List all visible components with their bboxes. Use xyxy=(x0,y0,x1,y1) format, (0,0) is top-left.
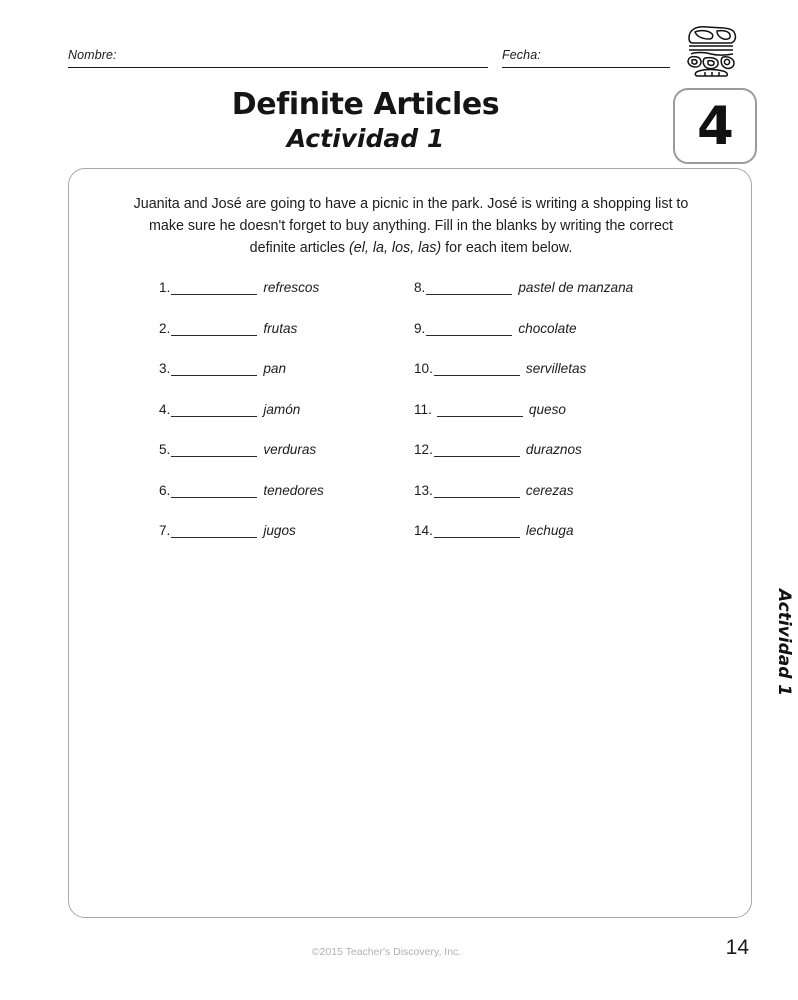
exercise-item xyxy=(414,482,714,523)
item-number: 6. xyxy=(159,482,171,498)
exercise-item xyxy=(414,441,714,482)
answer-blank[interactable] xyxy=(426,320,512,336)
exercise-item xyxy=(414,279,714,320)
item-number: 3. xyxy=(159,361,171,376)
item-number: 2. xyxy=(159,320,171,336)
instructions-part1: Juanita and José are going to have a picnic in the park. José is writing a shopping list to make sure he doesn't forget to buy anything. Fill in the blanks by writing the correct definite articles xyxy=(133,196,689,257)
answer-blank[interactable] xyxy=(171,401,257,417)
exercise-column-right xyxy=(414,279,714,563)
exercise-item xyxy=(159,360,439,401)
nombre-field[interactable] xyxy=(68,43,488,68)
exercise-item xyxy=(414,360,714,401)
copyright-text: ©2015 Teacher's Discovery, Inc. xyxy=(311,946,462,958)
answer-blank[interactable] xyxy=(171,441,257,457)
answer-blank[interactable] xyxy=(434,360,520,376)
answer-blank[interactable] xyxy=(171,320,257,336)
item-word: refrescos xyxy=(263,280,320,295)
exercise-item xyxy=(414,401,714,442)
exercise-item xyxy=(159,522,439,563)
answer-blank[interactable] xyxy=(171,360,257,376)
side-tab-label: Actividad 1 xyxy=(774,589,794,697)
item-number: 14. xyxy=(414,523,433,538)
item-word: tenedores xyxy=(263,482,324,498)
instructions-part2: for each item below. xyxy=(441,240,573,257)
page-subtitle: Actividad 1 xyxy=(286,124,445,153)
item-word: queso xyxy=(528,401,566,417)
item-word: pan xyxy=(263,361,287,376)
answer-blank[interactable] xyxy=(171,522,257,538)
answer-blank[interactable] xyxy=(437,401,523,417)
answer-blank[interactable] xyxy=(171,279,257,295)
item-word: servilletas xyxy=(525,361,587,376)
instructions-text xyxy=(131,193,691,259)
item-number: 1. xyxy=(159,280,171,295)
fecha-label: Fecha: xyxy=(502,48,541,62)
item-word: pastel de manzana xyxy=(518,280,634,295)
exercise-item xyxy=(159,482,439,523)
fecha-field[interactable] xyxy=(502,43,670,68)
exercise-item xyxy=(159,320,439,361)
item-number: 5. xyxy=(159,442,171,457)
answer-blank[interactable] xyxy=(434,482,520,498)
item-word: jamón xyxy=(263,401,301,417)
item-word: jugos xyxy=(263,523,296,538)
content-box xyxy=(68,168,794,918)
exercise-item xyxy=(159,279,439,320)
exercise-item xyxy=(159,441,439,482)
title-block xyxy=(68,88,663,154)
item-number: 10. xyxy=(414,361,433,376)
item-word: chocolate xyxy=(518,320,577,336)
nombre-label: Nombre: xyxy=(68,48,117,62)
side-tab xyxy=(774,589,798,749)
item-word: lechuga xyxy=(525,523,574,538)
mayan-glyph-icon xyxy=(681,24,741,80)
exercise-item xyxy=(159,401,439,442)
answer-blank[interactable] xyxy=(434,441,520,457)
item-number: 11. xyxy=(414,401,432,417)
item-word: duraznos xyxy=(525,442,582,457)
unit-number: 4 xyxy=(697,95,733,157)
unit-number-badge xyxy=(673,88,757,164)
item-number: 12. xyxy=(414,442,433,457)
answer-blank[interactable] xyxy=(434,522,520,538)
item-number: 9. xyxy=(414,320,426,336)
page-title: Definite Articles xyxy=(231,87,500,122)
exercise-item xyxy=(414,522,714,563)
page-number: 14 xyxy=(725,936,749,959)
item-number: 13. xyxy=(414,482,433,498)
exercise-item xyxy=(414,320,714,361)
item-number: 8. xyxy=(414,280,426,295)
answer-blank[interactable] xyxy=(171,482,257,498)
item-word: verduras xyxy=(263,442,317,457)
item-word: cerezas xyxy=(525,482,574,498)
instructions-articles: (el, la, los, las) xyxy=(349,240,442,257)
item-word: frutas xyxy=(263,320,298,336)
item-number: 4. xyxy=(159,401,171,417)
item-number: 7. xyxy=(159,523,171,538)
exercise-column-left xyxy=(159,279,439,563)
answer-blank[interactable] xyxy=(426,279,512,295)
